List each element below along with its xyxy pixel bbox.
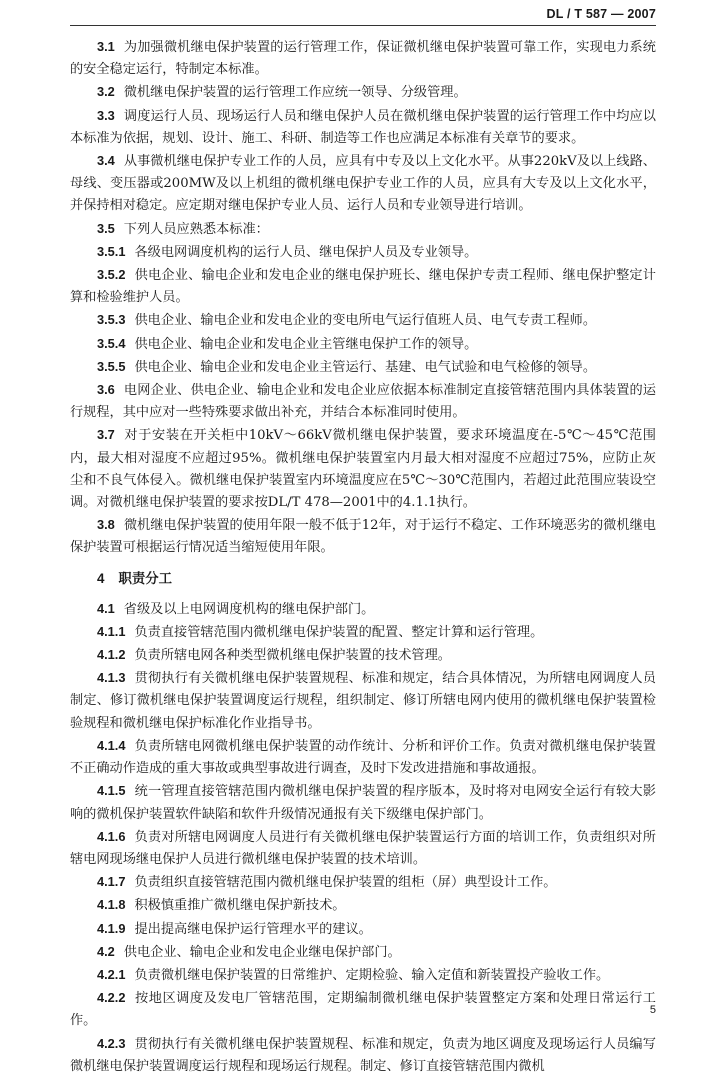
clause-paragraph <box>70 514 656 559</box>
clause-text: 负责组织直接管辖范围内微机继电保护装置的组柜（屏）典型设计工作。 <box>134 875 557 891</box>
clause-number: 3.4 <box>97 153 115 169</box>
document-code: DL / T 587 — 2007 <box>546 7 656 21</box>
clause-number: 3.5 <box>97 220 115 236</box>
clause-number: 4.1.2 <box>97 647 126 663</box>
clause-number: 4.1 <box>97 600 115 616</box>
clause-number: 3.5.3 <box>97 312 126 328</box>
clause-paragraph <box>70 81 656 104</box>
clause-text: 对于安装在开关柜中10kV～66kV微机继电保护装置，要求环境温度在-5℃～45℃范围内，最大相对湿度不应超过95%。微机继电保护装置室内月最大相对湿度不应超过75%，应防止灰尘和不良气体侵入。微机继电保护装置室内环境温度应在5℃～30℃范围内，若超过此范围应装设空调。对微机继电保护装置的要求按DL/T 478—2001中的4.1.1执行。 <box>70 428 656 511</box>
clause-paragraph <box>70 424 656 514</box>
clause-number: 4.2.2 <box>97 990 126 1006</box>
clause-number: 3.5.2 <box>97 267 126 283</box>
clause-text: 供电企业、输电企业和发电企业主管运行、基建、电气试验和电气检修的领导。 <box>134 359 597 375</box>
clause-paragraph <box>70 826 656 871</box>
clause-number: 4.1.4 <box>97 737 126 753</box>
clause-paragraph <box>70 941 656 964</box>
section-heading <box>70 566 656 592</box>
clause-text: 微机继电保护装置的运行管理工作应统一领导、分级管理。 <box>123 85 467 101</box>
clause-number: 4.1.3 <box>97 670 126 686</box>
header-rule <box>70 25 656 26</box>
clause-text: 为加强微机继电保护装置的运行管理工作，保证微机继电保护装置可靠工作，实现电力系统的安全稳定运行，特制定本标准。 <box>70 40 656 78</box>
clause-number: 4 <box>97 570 105 586</box>
clause-text: 负责对所辖电网调度人员进行有关微机继电保护装置运行方面的培训工作，负责组织对所辖电网现场继电保护人员进行微机继电保护装置的技术培训。 <box>70 829 656 867</box>
clause-number: 3.5.4 <box>97 335 126 351</box>
clause-paragraph <box>70 105 656 150</box>
clause-text: 省级及以上电网调度机构的继电保护部门。 <box>123 601 375 617</box>
clause-number: 4.1.6 <box>97 828 126 844</box>
clause-text: 从事微机继电保护专业工作的人员，应具有中专及以上文化水平。从事220kV及以上线路、母线、变压器或200MW及以上机组的微机继电保护专业工作的人员，应具有大专及以上文化水平，并保持相对稳定。应定期对继电保护专业人员、运行人员和专业领导进行培训。 <box>70 154 656 214</box>
clause-paragraph <box>70 36 656 81</box>
clause-text: 职责分工 <box>118 570 173 586</box>
clause-number: 4.1.8 <box>97 897 126 913</box>
clause-number: 4.2.3 <box>97 1035 126 1051</box>
clause-paragraph <box>70 309 656 332</box>
clause-paragraph <box>70 356 656 379</box>
clause-number: 4.2 <box>97 943 115 959</box>
clause-number: 3.8 <box>97 517 115 533</box>
document-body <box>70 36 656 1078</box>
clause-paragraph <box>70 644 656 667</box>
clause-paragraph <box>70 735 656 780</box>
clause-text: 电网企业、供电企业、输电企业和发电企业应依据本标准制定直接管辖范围内具体装置的运行规程，其中应对一些特殊要求做出补充，并结合本标准同时使用。 <box>70 383 656 421</box>
clause-text: 供电企业、输电企业和发电企业主管继电保护工作的领导。 <box>134 336 478 352</box>
clause-text: 供电企业、输电企业和发电企业继电保护部门。 <box>123 944 401 960</box>
clause-number: 4.1.9 <box>97 920 126 936</box>
clause-text: 负责直接管辖范围内微机继电保护装置的配置、整定计算和运行管理。 <box>134 624 544 640</box>
clause-paragraph <box>70 333 656 356</box>
clause-text: 下列人员应熟悉本标准： <box>123 221 269 237</box>
clause-paragraph <box>70 241 656 264</box>
clause-number: 4.2.1 <box>97 966 126 982</box>
clause-text: 供电企业、输电企业和发电企业的继电保护班长、继电保护专责工程师、继电保护整定计算和检验维护人员。 <box>70 268 656 306</box>
clause-text: 积极慎重推广微机继电保护新技术。 <box>134 898 346 914</box>
clause-text: 负责微机继电保护装置的日常维护、定期检验、输入定值和新装置投产验收工作。 <box>134 967 610 983</box>
clause-number: 3.2 <box>97 84 115 100</box>
clause-paragraph <box>70 150 656 218</box>
clause-text: 各级电网调度机构的运行人员、继电保护人员及专业领导。 <box>134 244 478 260</box>
clause-paragraph <box>70 379 656 424</box>
clause-paragraph <box>70 894 656 917</box>
clause-text: 按地区调度及发电厂管辖范围，定期编制微机继电保护装置整定方案和处理日常运行工作。 <box>70 991 656 1029</box>
clause-text: 调度运行人员、现场运行人员和继电保护人员在微机继电保护装置的运行管理工作中均应以本标准为依据，规划、设计、施工、科研、制造等工作也应满足本标准有关章节的要求。 <box>70 108 656 146</box>
clause-paragraph <box>70 1033 656 1078</box>
clause-paragraph <box>70 621 656 644</box>
clause-paragraph <box>70 598 656 621</box>
clause-text: 负责所辖电网微机继电保护装置的动作统计、分析和评价工作。负责对微机继电保护装置不正确动作造成的重大事故或典型事故进行调查，及时下发改进措施和事故通报。 <box>70 738 656 777</box>
clause-number: 3.6 <box>97 382 115 398</box>
clause-number: 3.7 <box>97 427 115 443</box>
clause-text: 贯彻执行有关微机继电保护装置规程、标准和规定，负责为地区调度及现场运行人员编写微机继电保护装置调度运行规程和现场运行规程。制定、修订直接管辖范围内微机 <box>70 1036 656 1074</box>
clause-number: 4.1.1 <box>97 623 126 639</box>
clause-text: 负责所辖电网各种类型微机继电保护装置的技术管理。 <box>134 648 451 664</box>
clause-number: 4.1.5 <box>97 783 126 799</box>
clause-text: 微机继电保护装置的使用年限一般不低于12年，对于运行不稳定、工作环境恶劣的微机继电保护装置可根据运行情况适当缩短使用年限。 <box>70 518 656 556</box>
clause-number: 4.1.7 <box>97 874 126 890</box>
clause-text: 供电企业、输电企业和发电企业的变电所电气运行值班人员、电气专责工程师。 <box>134 313 597 329</box>
clause-text: 提出提高继电保护运行管理水平的建议。 <box>134 921 372 937</box>
clause-paragraph <box>70 780 656 825</box>
clause-number: 3.5.5 <box>97 358 126 374</box>
clause-text: 贯彻执行有关微机继电保护装置规程、标准和规定，结合具体情况，为所辖电网调度人员制定、修订微机继电保护装置调度运行规程，组织制定、修订所辖电网内使用的微机继电保护装置检验规程和微机继电保护标准化作业指导书。 <box>70 671 656 731</box>
clause-paragraph <box>70 987 656 1032</box>
clause-number: 3.1 <box>97 39 115 54</box>
clause-number: 3.3 <box>97 107 115 123</box>
clause-paragraph <box>70 667 656 735</box>
clause-paragraph <box>70 264 656 309</box>
clause-paragraph <box>70 218 656 241</box>
page-number: 5 <box>649 1004 656 1016</box>
clause-text: 统一管理直接管辖范围内微机继电保护装置的程序版本，及时将对电网安全运行有较大影响的微机保护装置软件缺陷和软件升级情况通报有关下级继电保护部门。 <box>70 784 656 822</box>
clause-paragraph <box>70 871 656 894</box>
clause-paragraph <box>70 918 656 941</box>
clause-number: 3.5.1 <box>97 243 126 259</box>
clause-paragraph <box>70 964 656 987</box>
